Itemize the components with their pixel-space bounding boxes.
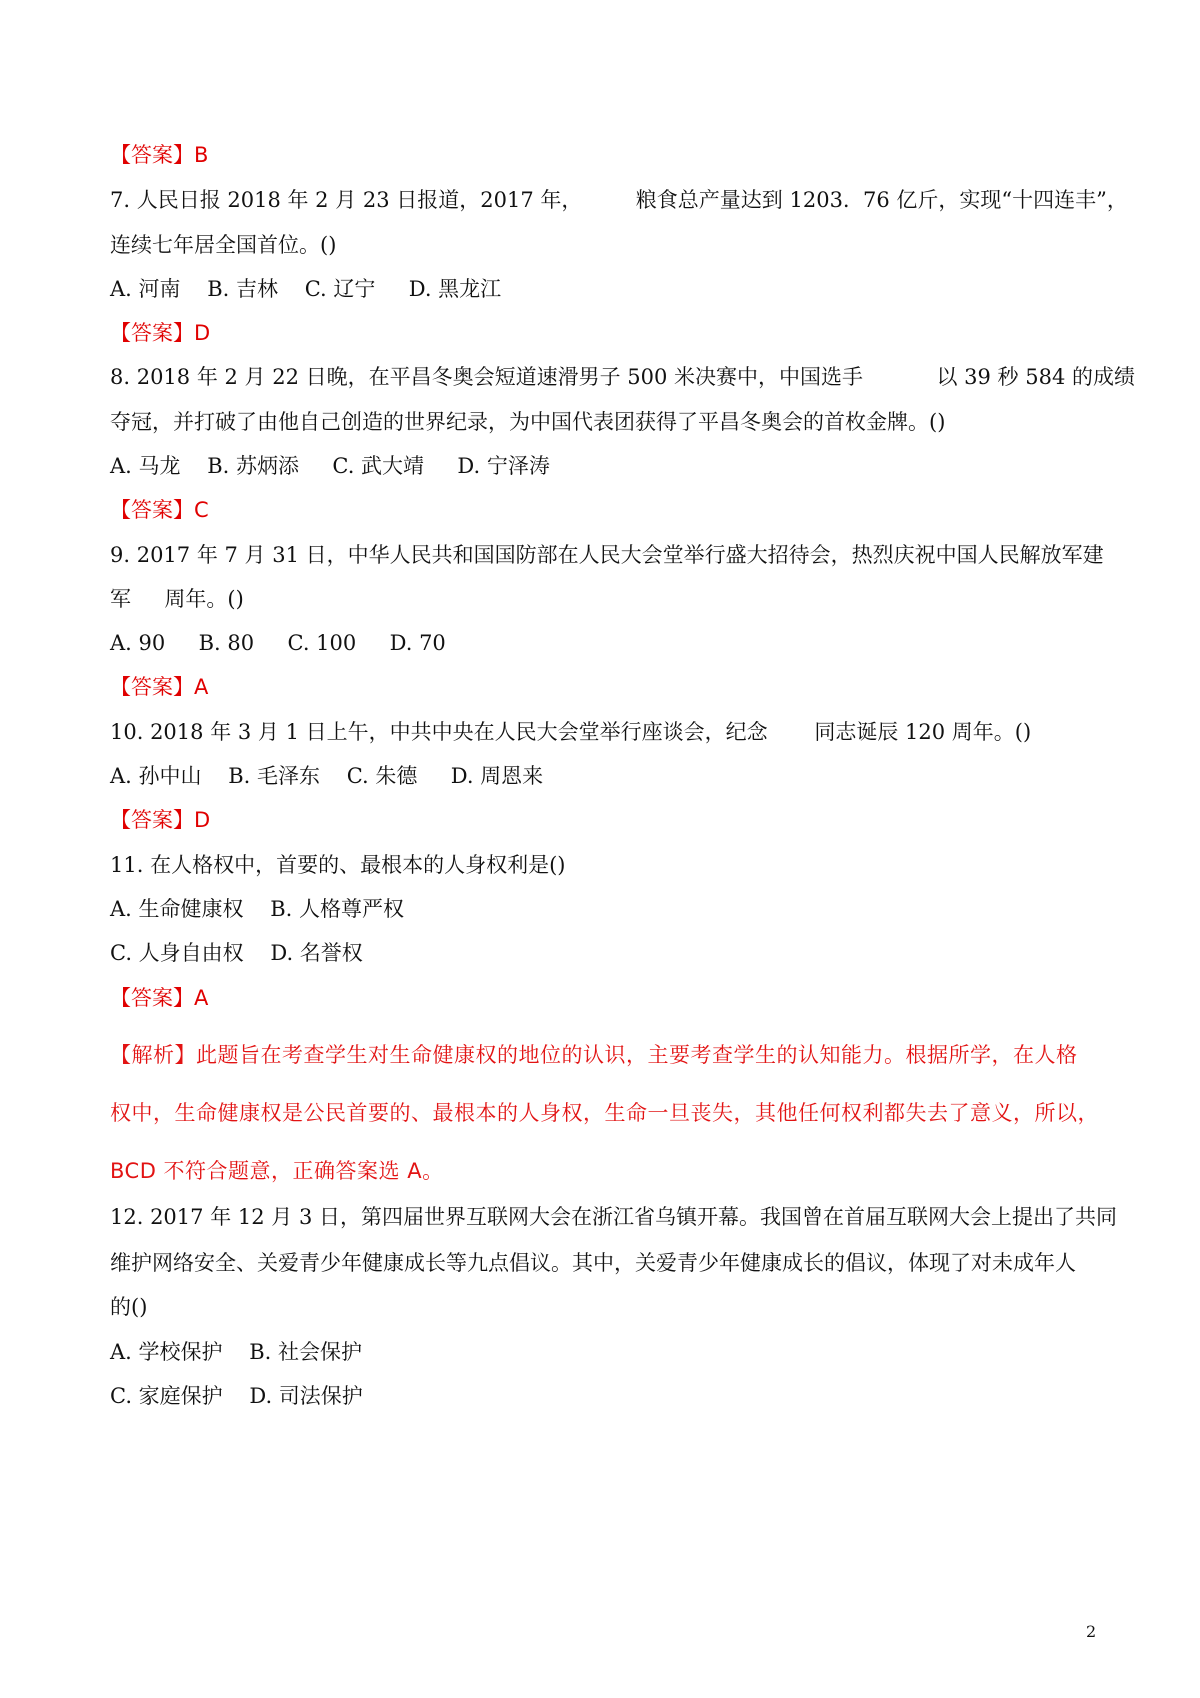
question-line: A. 孙中山 B. 毛泽东 C. 朱德 D. 周恩来	[110, 764, 544, 788]
question-line: 维护网络安全、关爱青少年健康成长等九点倡议。其中，关爱青少年健康成长的倡议，体现了对未成年人	[110, 1251, 1076, 1275]
question-line: A. 马龙 B. 苏炳添 C. 武大靖 D. 宁泽涛	[110, 454, 550, 478]
question-line: C. 家庭保护 D. 司法保护	[110, 1384, 363, 1408]
question-line: 12. 2017 年 12 月 3 日，第四届世界互联网大会在浙江省乌镇开幕。我国曾在首届互联网大会上提出了共同	[110, 1205, 1117, 1229]
answer-line: 【答案】D	[110, 321, 211, 345]
page-number: 2	[1086, 1622, 1097, 1641]
analysis-line: BCD 不符合题意，正确答案选 A。	[110, 1159, 444, 1183]
analysis-line: 【解析】此题旨在考查学生对生命健康权的地位的认识，主要考查学生的认知能力。根据所学，在人格	[110, 1043, 1078, 1067]
question-line: A. 生命健康权 B. 人格尊严权	[110, 897, 404, 921]
question-line: 8. 2018 年 2 月 22 日晚，在平昌冬奥会短道速滑男子 500 米决赛中，中国选手 以 39 秒 584 的成绩	[110, 365, 1135, 389]
answer-line: 【答案】D	[110, 808, 211, 832]
question-line: A. 河南 B. 吉林 C. 辽宁 D. 黑龙江	[110, 277, 502, 301]
question-line: 连续七年居全国首位。()	[110, 233, 337, 257]
analysis-line: 权中，生命健康权是公民首要的、最根本的人身权，生命一旦丧失，其他任何权利都失去了意义，所以，	[110, 1101, 1099, 1125]
question-line: A. 90 B. 80 C. 100 D. 70	[110, 631, 446, 655]
question-line: 的()	[110, 1295, 148, 1319]
answer-line: 【答案】A	[110, 986, 209, 1010]
question-line: 军 周年。()	[110, 587, 244, 611]
answer-line: 【答案】B	[110, 143, 209, 167]
question-line: 7. 人民日报 2018 年 2 月 23 日报道，2017 年， 粮食总产量达到 1203. 76 亿斤，实现“十四连丰”，	[110, 188, 1128, 212]
question-line: 9. 2017 年 7 月 31 日，中华人民共和国国防部在人民大会堂举行盛大招待会，热烈庆祝中国人民解放军建	[110, 543, 1104, 567]
question-line: A. 学校保护 B. 社会保护	[110, 1340, 362, 1364]
question-line: 11. 在人格权中，首要的、最根本的人身权利是()	[110, 853, 566, 877]
question-line: 夺冠，并打破了由他自己创造的世界纪录，为中国代表团获得了平昌冬奥会的首枚金牌。()	[110, 410, 946, 434]
answer-line: 【答案】A	[110, 675, 209, 699]
question-line: C. 人身自由权 D. 名誉权	[110, 941, 363, 965]
answer-line: 【答案】C	[110, 498, 209, 522]
question-line: 10. 2018 年 3 月 1 日上午，中共中央在人民大会堂举行座谈会，纪念 同志诞辰 120 周年。()	[110, 720, 1032, 744]
